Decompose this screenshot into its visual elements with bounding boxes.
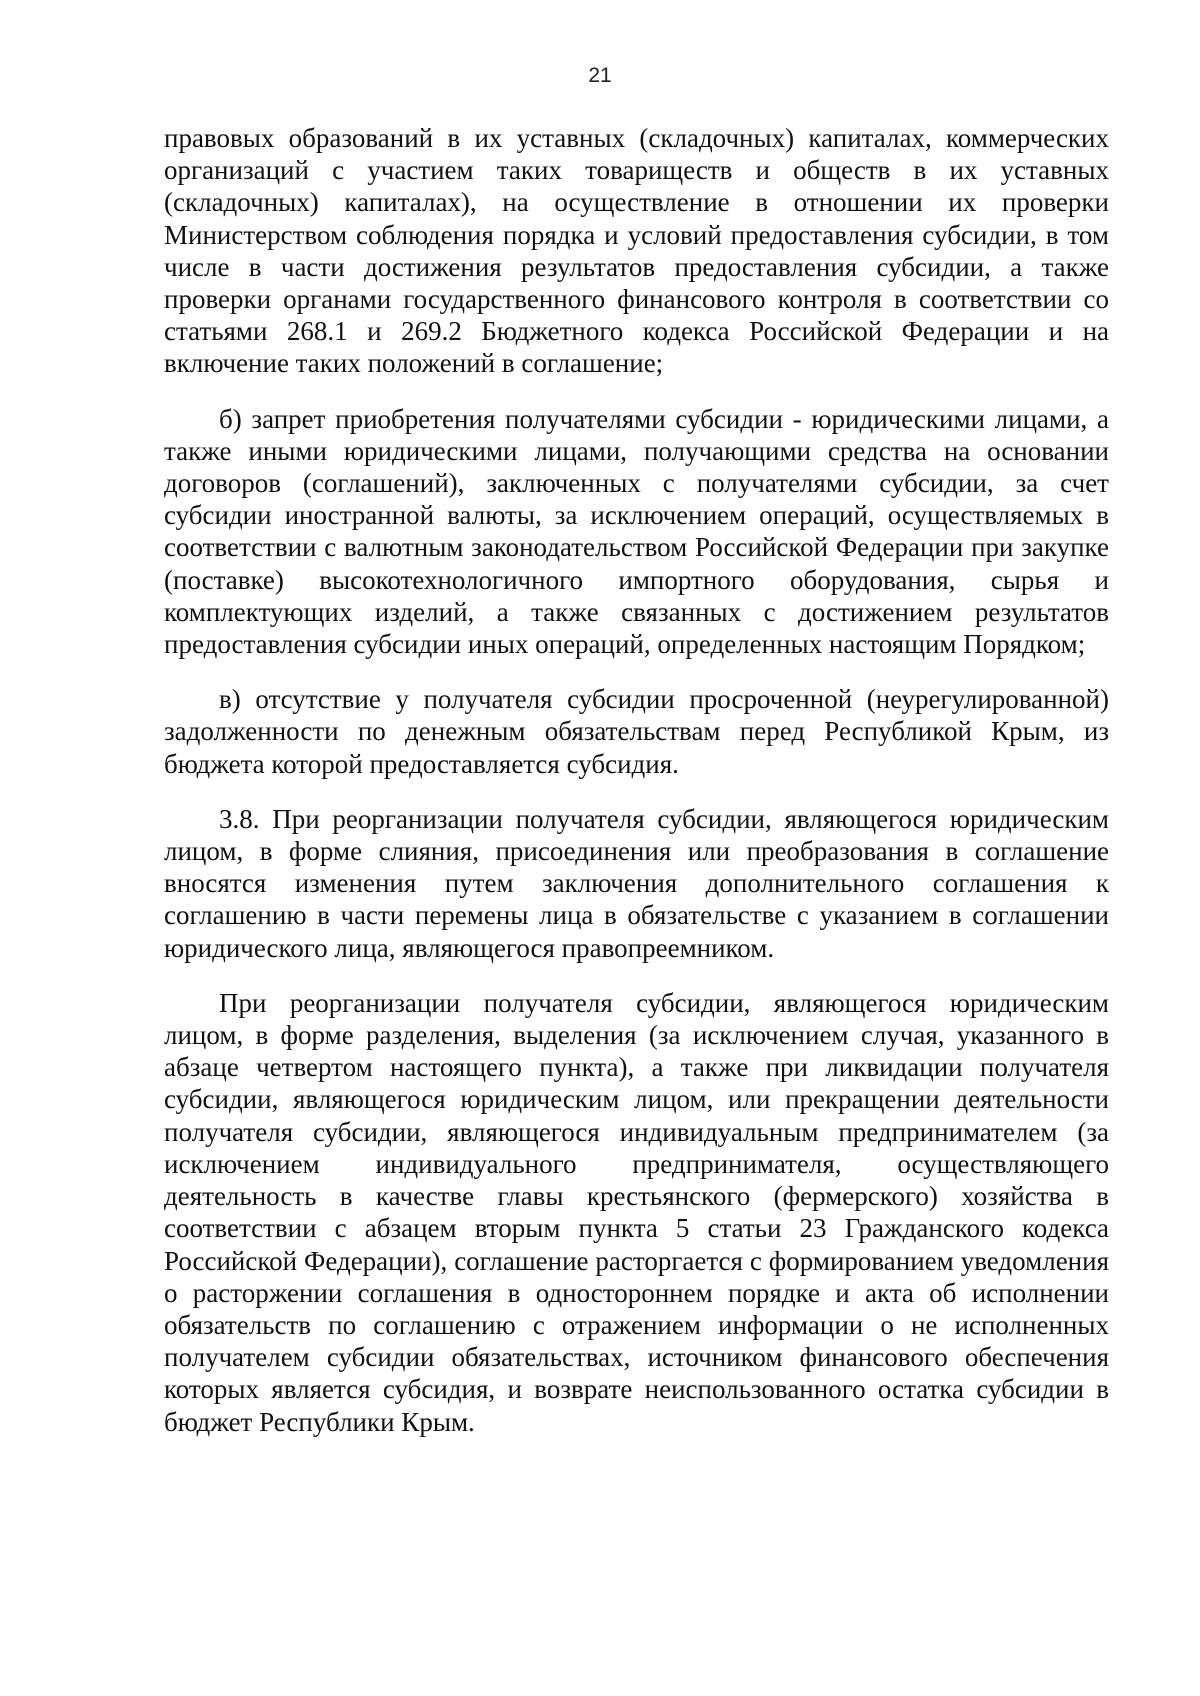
paragraph-item-b: б) запрет приобретения получателями субсидии - юридическими лицами, а также иными юридическими лицами, получающими средства на основании договоров (соглашений), заключенных с получателями субсидии, за счет субсидии иностранной валюты, за исключением операций, осуществляемых в соответствии с валютным законодательством Российской Федерации при закупке (поставке) высокотехнологичного импортного оборудования, сырья и комплектующих изделий, а также связанных с достижением результатов предоставления субсидии иных операций, определенных настоящим Порядком;	[164, 403, 1109, 660]
paragraph-continuation: правовых образований в их уставных (складочных) капиталах, коммерческих организаций с участием таких товариществ и обществ в их уставных (складочных) капиталах), на осуществление в отношении их проверки Министерством соблюдения порядка и условий предоставления субсидии, в том числе в части достижения результатов предоставления субсидии, а также проверки органами государственного финансового контроля в соответствии со статьями 268.1 и 269.2 Бюджетного кодекса Российской Федерации и на включение таких положений в соглашение;	[164, 123, 1109, 379]
page-number: 21	[588, 64, 612, 87]
document-body	[164, 122, 1109, 1438]
paragraph-item-v: в) отсутствие у получателя субсидии просроченной (неурегулированной) задолженности по денежным обязательствам перед Республикой Крым, из бюджета которой предоставляется субсидия.	[164, 684, 1109, 779]
paragraph-section-3-8: 3.8. При реорганизации получателя субсидии, являющегося юридическим лицом, в форме слияния, присоединения или преобразования в соглашение вносятся изменения путем заключения дополнительного соглашения к соглашению в части перемены лица в обязательстве с указанием в соглашении юридического лица, являющегося правопреемником.	[164, 803, 1109, 963]
paragraph-reorganization: При реорганизации получателя субсидии, являющегося юридическим лицом, в форме разделения, выделения (за исключением случая, указанного в абзаце четвертом настоящего пункта), а также при ликвидации получателя субсидии, являющегося юридическим лицом, или прекращении деятельности получателя субсидии, являющегося индивидуальным предпринимателем (за исключением индивидуального предпринимателя, осуществляющего деятельность в качестве главы крестьянского (фермерского) хозяйства в соответствии с абзацем вторым пункта 5 статьи 23 Гражданского кодекса Российской Федерации), соглашение расторгается с формированием уведомления о расторжении соглашения в одностороннем порядке и акта об исполнении обязательств по соглашению с отражением информации о не исполненных получателем субсидии обязательствах, источником финансового обеспечения которых является субсидия, и возврате неиспользованного остатка субсидии в бюджет Республики Крым.	[164, 987, 1109, 1437]
